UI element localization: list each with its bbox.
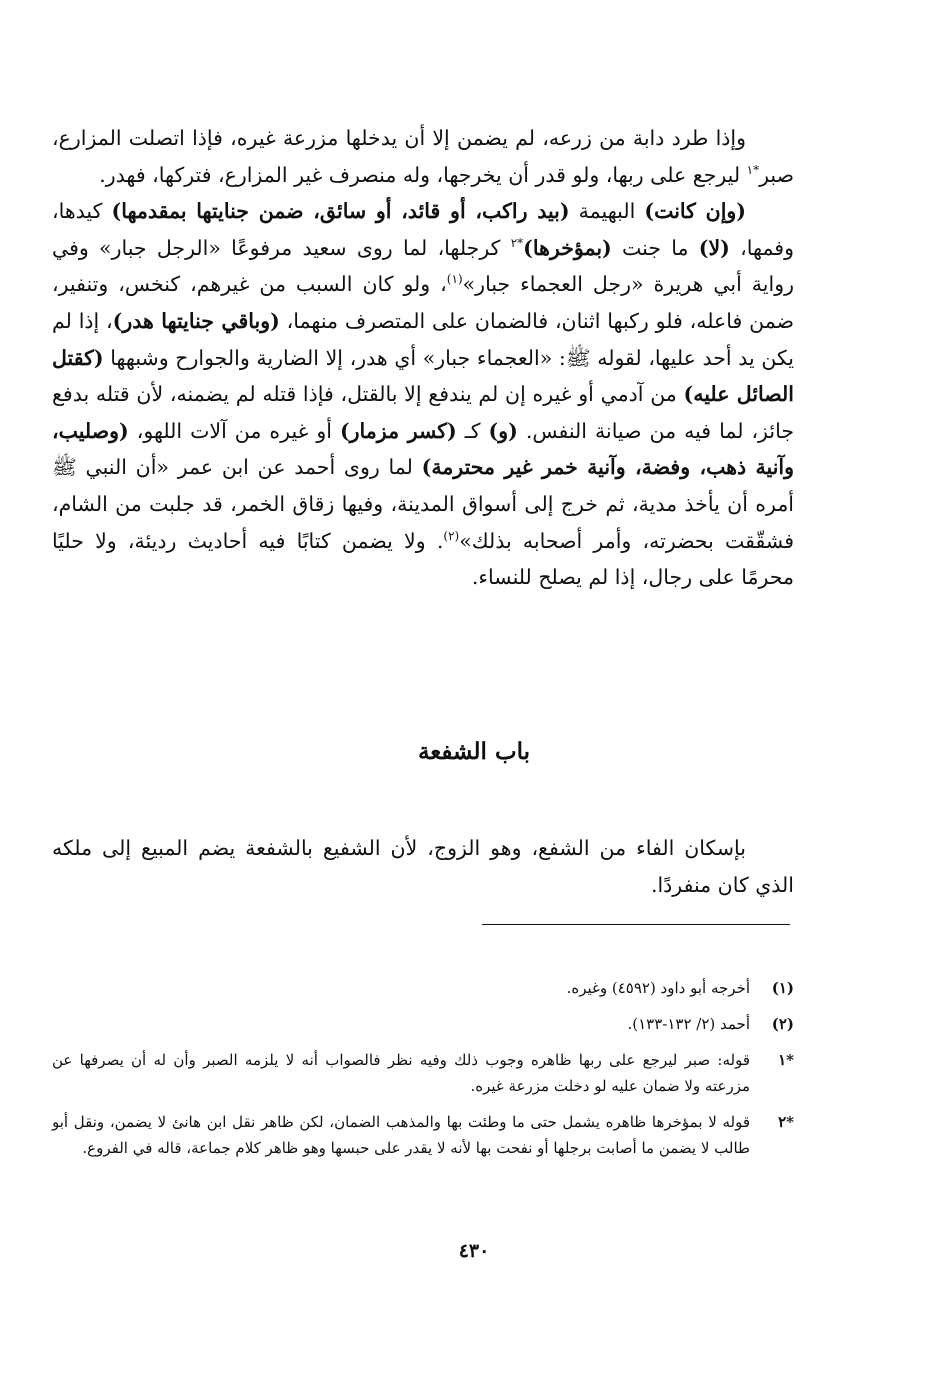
text-run: . ولا يضمن كتابًا فيه أحاديث رديئة، ولا حليًا محرمًا على رجال، إذا لم يصلح للنساء.	[52, 528, 794, 590]
footnote-divider	[482, 924, 790, 925]
footnote-text: أحمد (٢/ ١٣٢-١٣٣).	[627, 1015, 750, 1033]
footnotes	[52, 975, 794, 1171]
footnote-1	[52, 975, 794, 1001]
bold-matn: (لا)	[698, 235, 730, 260]
footnote-mark: *١	[778, 1051, 794, 1069]
bold-matn: (بمؤخرها)	[523, 235, 612, 260]
main-text	[52, 120, 794, 596]
bold-matn: (و)	[488, 418, 518, 443]
footnote-marker: (١)	[446, 272, 463, 287]
text-run: وإذا طرد دابة من زرعه، لم يضمن إلا أن يدخلها مزرعة غيره، فإذا اتصلت المزارع، صبر	[52, 126, 794, 187]
footnote-2	[52, 1011, 794, 1037]
bold-matn: (وصليب، وآنية ذهب، وفضة، وآنية خمر غير محترمة)	[52, 418, 795, 480]
paragraph-2	[52, 193, 794, 596]
footnote-mark: (١)	[771, 979, 794, 997]
text-run: ، إذا لم يكن يد أحد عليها، لقوله ﷺ: «العجماء جبار» أي هدر، إلا الضارية والجوارح وشبهها	[52, 308, 794, 370]
text-run: البهيمة	[569, 199, 645, 224]
bold-matn: (بيد راكب، أو قائد، أو سائق، ضمن جنايتها بمقدمها)	[111, 199, 570, 224]
text-run: كرجلها، لما روى سعيد مرفوعًا «الرجل جبار» وفي رواية أبي هريرة «رجل العجماء جبار»	[52, 235, 794, 297]
text-run: أو غيره من آلات اللهو،	[128, 418, 340, 443]
text-run: من آدمي أو غيره إن لم يندفع إلا بالقتل، فإذا قتله لم يضمنه، لأن قتله بدفع جائز، لما فيه من صيانة النفس.	[52, 382, 794, 443]
footnote-mark: (٢)	[771, 1015, 794, 1033]
footnote-mark: *٢	[778, 1113, 794, 1131]
section-body	[52, 830, 794, 903]
text-run: كيدها، وفمها،	[52, 199, 794, 260]
bold-matn: (كقتل الصائل عليه)	[52, 345, 794, 407]
bold-matn: (وإن كانت)	[644, 199, 747, 224]
footnote-3	[52, 1047, 794, 1099]
footnote-text: قوله لا بمؤخرها ظاهره يشمل حتى ما وطئت بها والمذهب الضمان، لكن ظاهر نقل ابن هانئ لا يضمن، ونقل أبو طالب لا يضمن ما أصابت برجلها أو نفحت بها لأنه لا يقدر على حبسها وهو ظاهر كلام جماعة، قاله في الفروع.	[52, 1113, 750, 1157]
footnote-marker: *٢	[510, 235, 524, 250]
footnote-text: قوله: صبر ليرجع على ربها ظاهره وجوب ذلك وفيه نظر فالصواب أنه لا يلزمه الصبر وأن له أن يصرفها عن مزرعته ولا ضمان عليه لو دخلت مزرعة غيره.	[52, 1051, 750, 1095]
text-run: كـ	[456, 418, 489, 443]
section-paragraph: بإسكان الفاء من الشفع، وهو الزوج، لأن الشفيع بالشفعة يضم المبيع إلى ملكه الذي كان منفردًا.	[52, 836, 794, 897]
text-run: ليرجع على ربها، ولو قدر أن يخرجها، وله منصرف غير المزارع، فتركها، فهدر.	[99, 162, 747, 187]
bold-matn: (وباقي جنايتها هدر)	[112, 308, 280, 333]
bold-matn: (كسر مزمار)	[339, 418, 457, 443]
footnote-4	[52, 1109, 794, 1161]
footnote-text: أخرجه أبو داود (٤٥٩٢) وغيره.	[566, 979, 750, 997]
text-run: لما روى أحمد عن ابن عمر «أن النبي ﷺ أمره أن يأخذ مدية، ثم خرج إلى أسواق المدينة، وفيها زقاق الخمر، قد جلبت من الشام، فشقّقت بحضرته، وأمر أصحابه بذلك»	[52, 455, 795, 553]
footnote-marker: (٢)	[443, 528, 460, 543]
text-run: ، ولو كان السبب من غيرهم، كنخس، وتنفير، ضمن فاعله، فلو ركبها اثنان، فالضمان على المتصرف منهما،	[52, 272, 794, 333]
text-run: ما جنت	[611, 235, 699, 260]
footnote-marker: *١	[746, 162, 760, 177]
section-title: باب الشفعة	[417, 738, 531, 765]
paragraph-1	[52, 120, 794, 193]
page-number: ٤٣٠	[458, 1240, 490, 1262]
